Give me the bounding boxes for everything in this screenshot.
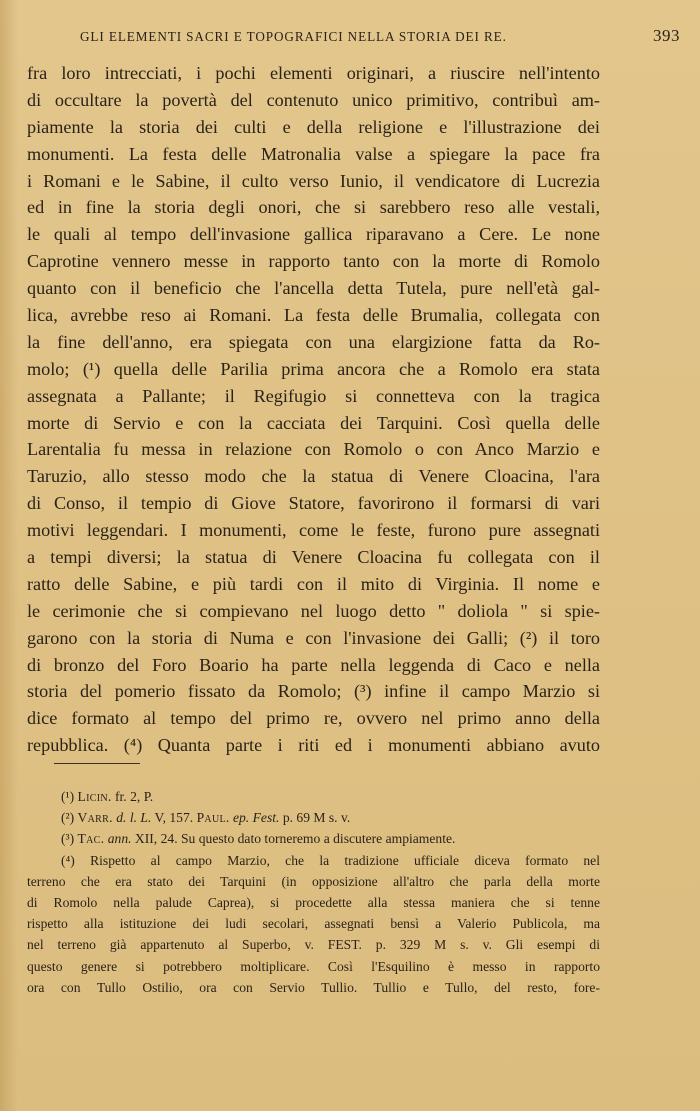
footnote-4-line: ora con Tullo Ostilio, ora con Servio Tullio. Tullio e Tullo, del resto, fore- bbox=[27, 979, 600, 995]
body-line: Taruzio, allo stesso modo che la statua di Venere Cloacina, l'ara bbox=[27, 466, 600, 487]
footnote-4-line: nel terreno già appartenuto al Superbo, v. FEST. p. 329 M s. v. Gli esempi di bbox=[27, 937, 600, 953]
body-line: motivi leggendari. I monumenti, come le feste, furono pure assegnati bbox=[27, 520, 600, 541]
footnote-ref: V, 157. bbox=[151, 810, 197, 826]
footnote-4-line: di Romolo nella palude Caprea), si procedette alla stessa maniera che si tenne bbox=[27, 894, 600, 910]
body-line: Caprotine vennero messe in rapporto tanto con la morte di Romolo bbox=[27, 251, 600, 272]
body-line: lica, avrebbe reso ai Romani. La festa delle Brumalia, collegata con bbox=[27, 305, 600, 326]
footnotes bbox=[27, 786, 600, 998]
footnote-work-title: d. l. L. bbox=[112, 810, 152, 826]
body-line: ratto delle Sabine, e più tardi con il mito di Virginia. Il nome e bbox=[27, 573, 600, 594]
footnote-source-abbr: Tac. bbox=[77, 831, 105, 847]
body-line: fra loro intrecciati, i pochi elementi originari, a riuscire nell'intento bbox=[27, 63, 600, 83]
footnote-ref: p. 69 M s. v. bbox=[279, 810, 351, 826]
footnote-ref: fr. 2, P. bbox=[111, 789, 154, 804]
body-line: repubblica. (⁴) Quanta parte i riti ed i monumenti abbiano avuto bbox=[27, 735, 600, 756]
body-line: di Conso, il tempio di Giove Statore, favorirono il formarsi di vari bbox=[27, 493, 600, 514]
footnote-source-abbr: Paul. bbox=[196, 810, 230, 826]
body-line: quanto con il beneficio che l'ancella detta Tutela, pure nell'età gal- bbox=[27, 278, 600, 299]
footnote-mark: (³) bbox=[61, 831, 75, 847]
footnote-3 bbox=[27, 828, 600, 849]
footnote-1 bbox=[27, 786, 600, 807]
body-line: garono con la storia di Numa e con l'invasione dei Galli; (²) il toro bbox=[27, 627, 600, 648]
body-line: assegnata a Pallante; il Regifugio si connetteva con la tragica bbox=[27, 385, 600, 406]
footnote-4-line: (⁴) Rispetto al campo Marzio, che la tradizione ufficiale diceva formato nel bbox=[61, 852, 600, 868]
body-text bbox=[27, 60, 600, 759]
body-line: di bronzo del Foro Boario ha parte nella leggenda di Caco e nella bbox=[27, 654, 600, 675]
running-head bbox=[60, 26, 680, 46]
footnote-4-line: questo genere si potrebbero moltiplicare. Così l'Esquilino è messo in rapporto bbox=[27, 958, 600, 974]
body-line: molo; (¹) quella delle Parilia prima ancora che a Romolo era stata bbox=[27, 358, 600, 379]
footnote-rule bbox=[54, 763, 140, 764]
body-line: i Romani e le Sabine, il culto verso Iunio, il vendicatore di Lucrezia bbox=[27, 170, 600, 191]
body-line: storia del pomerio fissato da Romolo; (³) infine il campo Marzio si bbox=[27, 681, 600, 702]
body-line: morte di Servio e con la cacciata dei Tarquini. Così quella delle bbox=[27, 412, 600, 433]
body-line: monumenti. La festa delle Matronalia valse a spiegare la pace fra bbox=[27, 143, 600, 164]
footnote-4-line: rispetto alla istituzione dei ludi secolari, assegnati bensì a Valerio Publicola, ma bbox=[27, 916, 600, 932]
body-line: le cerimonie che si compievano nel luogo detto " doliola " si spie- bbox=[27, 600, 600, 621]
footnote-mark: (¹) bbox=[61, 789, 75, 804]
footnote-4-line: terreno che era stato dei Tarquini (in opposizione all'altro che parla della morte bbox=[27, 873, 600, 889]
body-line: le quali al tempo dell'invasione gallica riparavano a Cere. Le none bbox=[27, 224, 600, 245]
body-line: di occultare la povertà del contenuto unico primitivo, contribuì am- bbox=[27, 89, 600, 110]
page-number: 393 bbox=[653, 26, 680, 45]
footnote-mark: (²) bbox=[61, 810, 75, 826]
body-line: dice formato al tempo del primo re, ovvero nel primo anno della bbox=[27, 708, 600, 729]
footnote-work-title: ann. bbox=[104, 831, 132, 847]
running-title: GLI ELEMENTI SACRI E TOPOGRAFICI NELLA STORIA DEI RE. bbox=[80, 29, 507, 44]
body-line: Larentalia fu messa in relazione con Romolo o con Anco Marzio e bbox=[27, 439, 600, 460]
body-line: ed in fine la storia degli onori, che si sarebbero reso alle vestali, bbox=[27, 197, 600, 218]
footnote-ref: XII, 24. Su questo dato torneremo a discutere ampiamente. bbox=[131, 831, 456, 847]
footnote-source-abbr: Varr. bbox=[77, 810, 113, 826]
footnote-2 bbox=[27, 807, 600, 828]
body-line: a tempi diversi; la statua di Venere Cloacina fu collegata con il bbox=[27, 547, 600, 568]
footnote-work-title: ep. Fest. bbox=[229, 810, 280, 826]
body-line: piamente la storia dei culti e della religione e l'illustrazione dei bbox=[27, 116, 600, 137]
body-line: la fine dell'anno, era spiegata con una elargizione fatta da Ro- bbox=[27, 331, 600, 352]
footnote-source-abbr: Licin. bbox=[77, 789, 112, 804]
